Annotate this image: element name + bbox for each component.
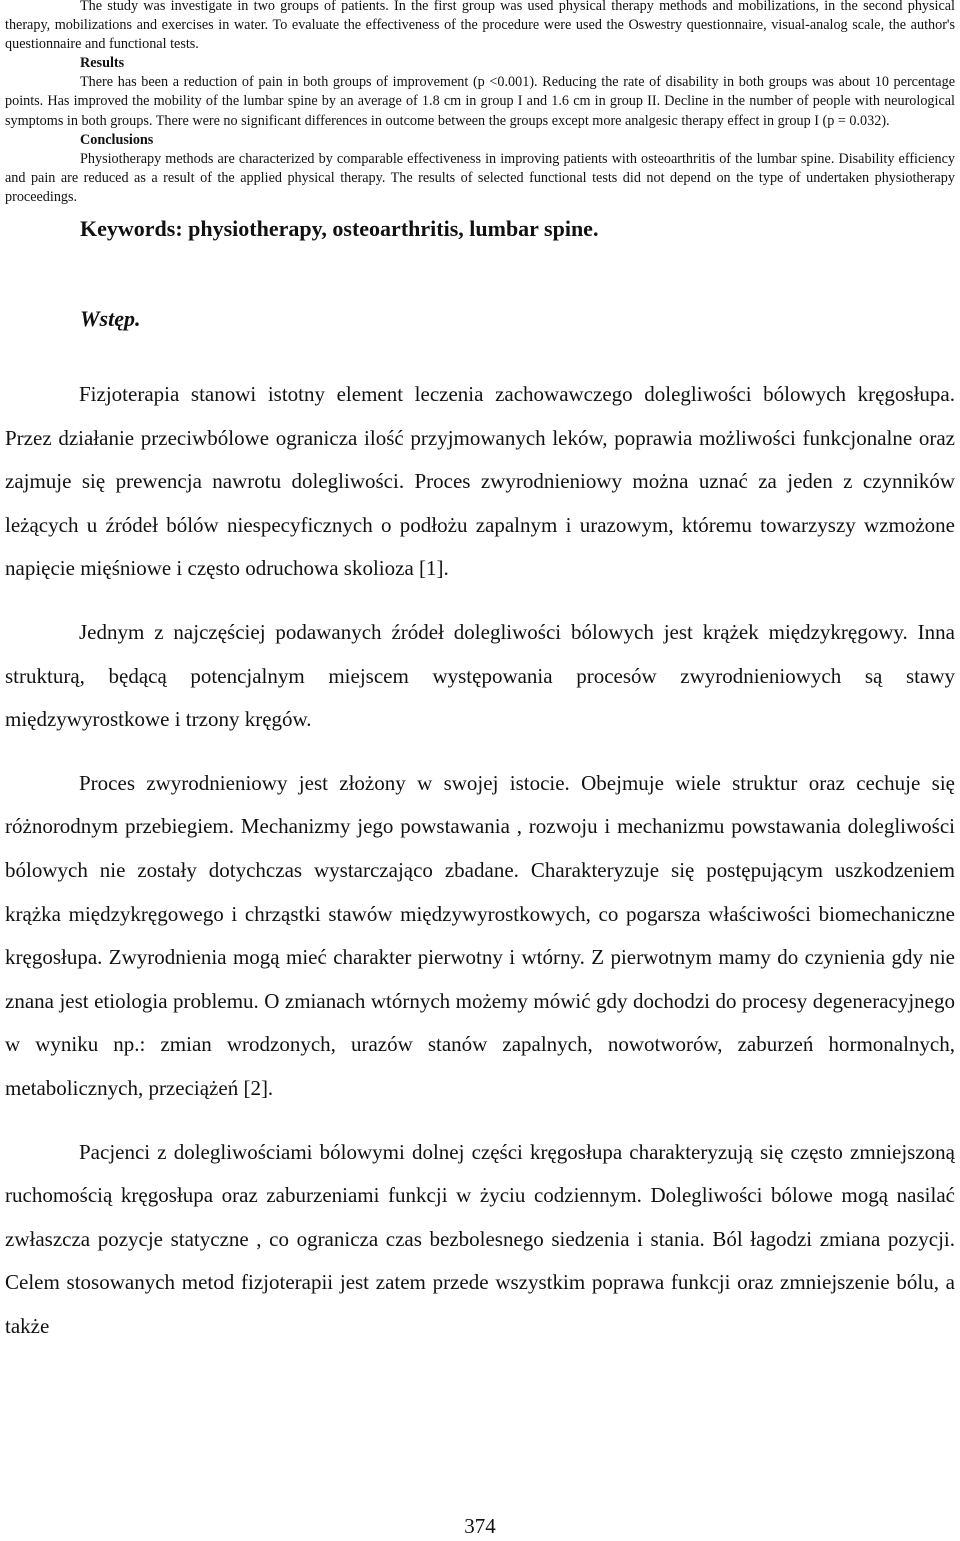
body-paragraph: Fizjoterapia stanowi istotny element leczenia zachowawczego dolegliwości bólowych kręgosłupa. Przez działanie przeciwbólowe ogranicza ilość przyjmowanych leków, poprawia możliwości funkcjonalne oraz zajmuje się prewencja nawrotu dolegliwości. Proces zwyrodnieniowy można uznać za jeden z czynników leżących u źródeł bólów niespecyficznych o podłożu zapalnym i urazowym, któremu towarzyszy wzmożone napięcie mięśniowe i często odruchowa skolioza [1]. (5, 382, 955, 581)
conclusions-heading: Conclusions (80, 131, 154, 148)
body-paragraph: Pacjenci z dolegliwościami bólowymi dolnej części kręgosłupa charakteryzują się często zmniejszoną ruchomością kręgosłupa oraz zaburzeniami funkcji w życiu codziennym. Dolegliwości bólowe mogą nasilać zwłaszcza pozycje statyczne , co ogranicza czas bezbolesnego siedzenia i stania. Ból łagodzi zmiana pozycji. Celem stosowanych metod fizjoterapii jest zatem przede wszystkim poprawa funkcji oraz zmniejszenie bólu, a także (5, 1139, 955, 1338)
keywords-line: Keywords: physiotherapy, osteoarthritis, lumbar spine. (80, 216, 599, 242)
conclusions-text: Physiotherapy methods are characterized by comparable effectiveness in improving patients with osteoarthritis of the lumbar spine. Disability efficiency and pain are reduced as a result of the applied physical therapy. The results of selected functional tests did not depend on the type of undertaken physiotherapy proceedings. (5, 150, 955, 205)
page-number: 374 (464, 1514, 496, 1538)
section-heading: Wstęp. (80, 306, 141, 332)
document-page (5, 0, 955, 1349)
body-paragraph: Proces zwyrodnieniowy jest złożony w swojej istocie. Obejmuje wiele struktur oraz cechuje się różnorodnym przebiegiem. Mechanizmy jego powstawania , rozwoju i mechanizmu powstawania dolegliwości bólowych nie zostały dotychczas wystarczająco zbadane. Charakteryzuje się postępującym uszkodzeniem krążka międzykręgowego i chrząstki stawów międzywyrostkowych, co pogarsza właściwości biomechaniczne kręgosłupa. Zwyrodnienia mogą mieć charakter pierwotny i wtórny. Z pierwotnym mamy do czynienia gdy nie znana jest etiologia problemu. O zmianach wtórnych możemy mówić gdy dochodzi do procesy degeneracyjnego w wyniku np.: zmian wrodzonych, urazów stanów zapalnych, nowotworów, zaburzeń hormonalnych, metabolicznych, przeciążeń [2]. (5, 770, 955, 1100)
body-paragraph: Jednym z najczęściej podawanych źródeł dolegliwości bólowych jest krążek międzykręgowy. Inna strukturą, będącą potencjalnym miejscem występowania procesów zwyrodnieniowych są stawy międzywyrostkowe i trzony kręgów. (5, 620, 955, 732)
results-text: There has been a reduction of pain in both groups of improvement (p <0.001). Reducing the rate of disability in both groups was about 10 percentage points. Has improved the mobility of the lumbar spine by an average of 1.8 cm in group I and 1.6 cm in group II. Decline in the number of people with neurological symptoms in both groups. There were no significant differences in outcome between the groups except more analgesic therapy effect in group I (p = 0.032). (5, 74, 955, 129)
abstract-methods-text: The study was investigate in two groups of patients. In the first group was used physical therapy methods and mobilizations, in the second physical therapy, mobilizations and exercises in water. To evaluate the effectiveness of the procedure were used the Oswestry questionnaire, visual-analog scale, the author's questionnaire and functional tests. (5, 0, 955, 53)
results-heading: Results (80, 55, 125, 72)
